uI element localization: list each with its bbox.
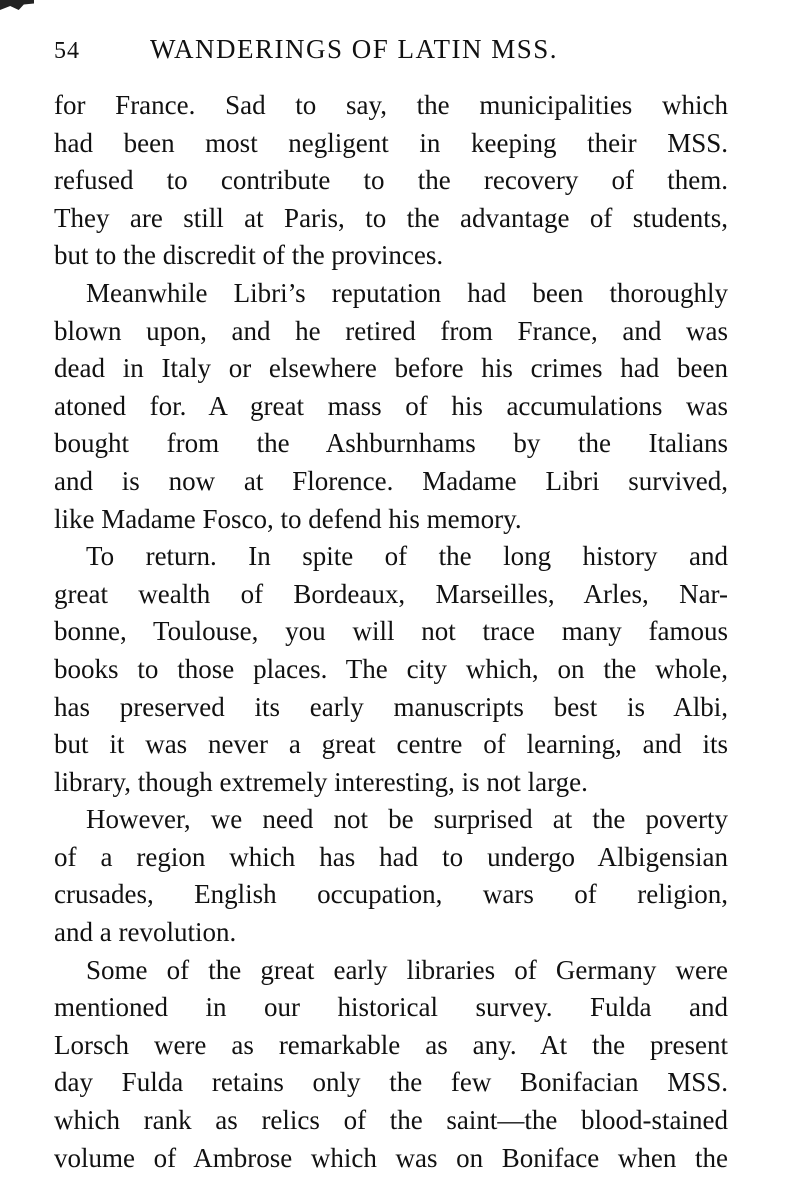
text-line: atoned for. A great mass of his accumulations was xyxy=(54,390,728,421)
text-line: bought from the Ashburnhams by the Italians xyxy=(54,428,728,459)
paragraph xyxy=(54,275,728,538)
text-line: books to those places. The city which, on the whole, xyxy=(54,653,728,684)
paragraph xyxy=(54,952,728,1178)
text-line: Meanwhile Libri’s reputation had been thoroughly xyxy=(86,277,728,308)
text-line: dead in Italy or elsewhere before his crimes had been xyxy=(54,353,728,384)
running-title: WANDERINGS OF LATIN MSS. xyxy=(150,34,559,64)
text-line: day Fulda retains only the few Bonifacian MSS. xyxy=(54,1067,728,1098)
text-line: Some of the great early libraries of Germany were xyxy=(86,954,728,985)
scan-corner-mark xyxy=(0,0,34,10)
text-line: Lorsch were as remarkable as any. At the present xyxy=(54,1029,728,1060)
text-line: refused to contribute to the recovery of them. xyxy=(54,165,728,196)
paragraph xyxy=(54,801,728,951)
page-body xyxy=(54,87,728,1177)
text-line: which rank as relics of the saint—the blood-stained xyxy=(54,1105,728,1136)
text-line: of a region which has had to undergo Albigensian xyxy=(54,841,728,872)
text-line: However, we need not be surprised at the poverty xyxy=(86,804,728,835)
text-line: and a revolution. xyxy=(54,917,237,948)
text-line: mentioned in our historical survey. Fulda and xyxy=(54,992,728,1023)
text-line: great wealth of Bordeaux, Marseilles, Arles, Nar- xyxy=(54,578,728,609)
text-line: blown upon, and he retired from France, and was xyxy=(54,315,728,346)
text-line: for France. Sad to say, the municipalities which xyxy=(54,90,728,120)
text-line: like Madame Fosco, to defend his memory. xyxy=(54,503,522,534)
text-line: bonne, Toulouse, you will not trace many famous xyxy=(54,616,728,647)
page-number: 54 xyxy=(54,38,80,64)
paragraph xyxy=(54,87,728,275)
text-line: library, though extremely interesting, is not large. xyxy=(54,766,588,797)
paragraph xyxy=(54,538,728,801)
text-line: They are still at Paris, to the advantage of students, xyxy=(54,202,728,233)
text-line: has preserved its early manuscripts best is Albi, xyxy=(54,691,728,722)
text-line: had been most negligent in keeping their MSS. xyxy=(54,127,728,158)
text-line: crusades, English occupation, wars of religion, xyxy=(54,879,728,910)
text-line: but to the discredit of the provinces. xyxy=(54,240,444,271)
page-header xyxy=(54,34,726,74)
text-line: volume of Ambrose which was on Boniface when the xyxy=(54,1142,728,1173)
text-line: and is now at Florence. Madame Libri survived, xyxy=(54,465,728,496)
text-line: but it was never a great centre of learning, and its xyxy=(54,729,728,760)
text-line: To return. In spite of the long history and xyxy=(86,541,728,572)
